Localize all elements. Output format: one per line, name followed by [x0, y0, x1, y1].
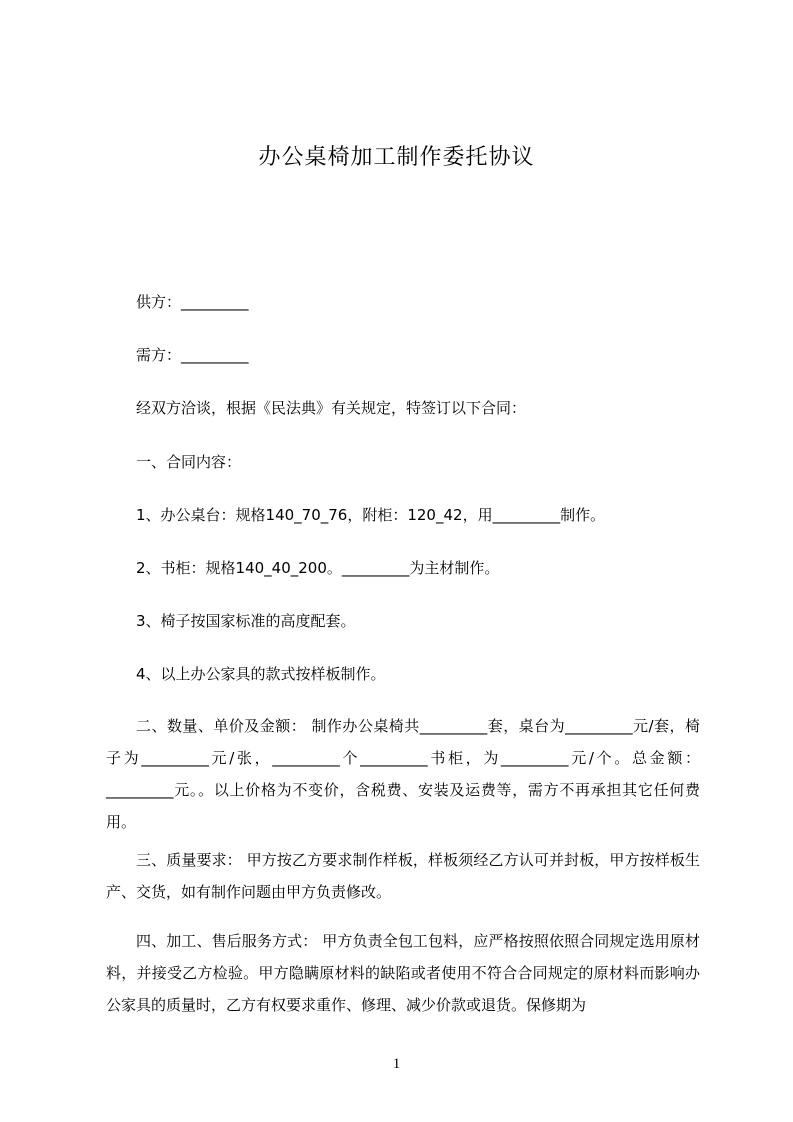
document-title: 办公桌椅加工制作委托协议 [258, 145, 535, 170]
section1-item-4: 4、以上办公家具的款式按样板制作。 [136, 665, 386, 683]
intro-line: 经双方洽谈，根据《民法典》有关规定，特签订以下合同： [136, 399, 527, 417]
supplier-line: 供方：_________ [136, 293, 249, 311]
section3-paragraph: 三、质量要求： 甲方按乙方要求制作样板，样板须经乙方认可并封板，甲方按样板生产、交货，如有制作问题由甲方负责修改。 [106, 851, 700, 901]
section1-heading: 一、合同内容： [136, 453, 242, 471]
section1-item-1: 1、办公桌台：规格140_70_76，附柜：120_42，用_________制作。 [136, 506, 606, 524]
page-number: 1 [392, 1056, 401, 1072]
section1-item-3: 3、椅子按国家标准的高度配套。 [136, 612, 356, 630]
buyer-line: 需方：_________ [136, 346, 249, 364]
section4-paragraph: 四、加工、售后服务方式： 甲方负责全包工包料，应严格按照依照合同规定选用原材料，并接受乙方检验。甲方隐瞒原材料的缺陷或者使用不符合合同规定的原材料而影响办公家具的质量时，乙方有权要求重作、修理、减少价款或退货。保修期为 [106, 932, 700, 1014]
section2-paragraph: 二、数量、单价及金额： 制作办公桌椅共_________套，桌台为_________元/套，椅子为_________元/张，_________个_________书柜，为_________元/个。总金额：_________元。。以上价格为不变价，含税费、安装及运费等，需方不再承担其它任何费用。 [106, 717, 700, 831]
section1-item-2: 2、书柜：规格140_40_200。_________为主材制作。 [136, 559, 500, 577]
